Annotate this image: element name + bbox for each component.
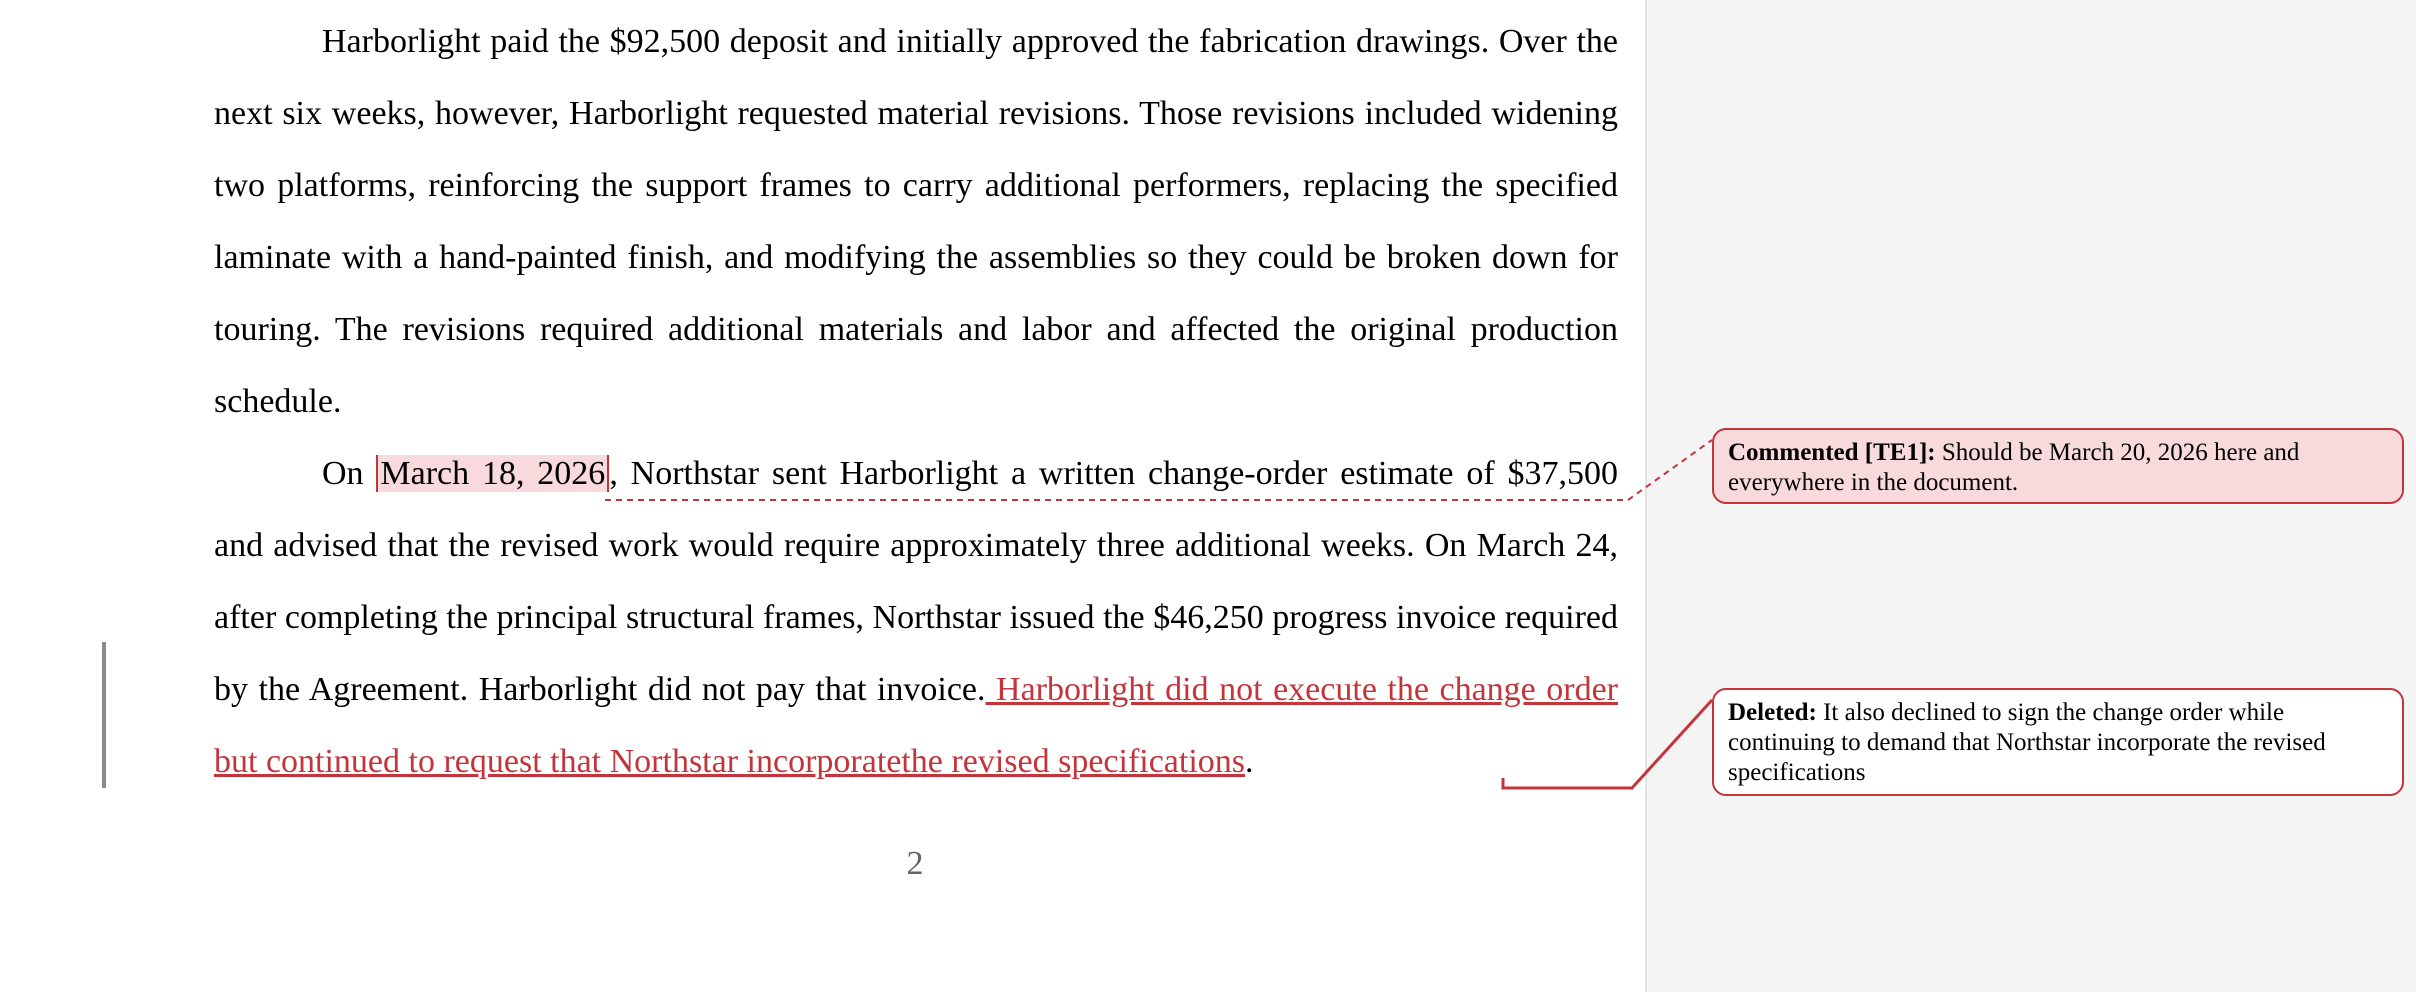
insertion-part-2: the change order but continued to request that Northstar <box>214 671 1618 780</box>
comment-text: Should be March 20, 2026 here and everywhere in the document. <box>1728 439 2300 496</box>
comment-anchor-text[interactable]: March 18, 2026 <box>376 455 609 492</box>
paragraph-2-body: , Northstar sent Harborlight a written change-order estimate of $37,500 and advised that the revised work would require approximately three additional weeks. On March 24, after completing the principal structural frames, Northstar issued the $46,250 progress invoice required by the Agreement. Harborlight did not pay that invoice. <box>214 455 1618 708</box>
paragraph-1[interactable]: Harborlight paid the $92,500 deposit and initially approved the fabrication drawings. Over the next six weeks, however, Harborlight requested material revisions. Those revisions included widening two platforms, reinforcing the support frames to carry additional performers, replacing the specified laminate with a hand-painted finish, and modifying the assemblies so they could be broken down for touring. The revisions required additional materials and labor and affected the original production schedule. <box>214 23 1618 420</box>
deleted-text: It also declined to sign the change order while continuing to demand that Northstar incorporate the revised specifications <box>1728 699 2326 786</box>
deleted-leader-line <box>1503 700 1712 788</box>
comment-leader-line <box>605 440 1712 500</box>
spelling-flag-incorporatethe[interactable]: incorporatethe <box>746 743 943 780</box>
deleted-balloon[interactable] <box>1712 688 2404 796</box>
comment-balloon[interactable] <box>1712 428 2404 504</box>
paragraph-2-lead: On <box>322 455 377 492</box>
page-number: 2 <box>906 845 924 882</box>
insertion-part-3: revised specifications <box>942 743 1246 780</box>
insertion-part-1: Harborlight did not <box>985 671 1274 708</box>
spelling-flag-execute[interactable]: execute <box>1273 671 1377 708</box>
deleted-label: Deleted: <box>1728 699 1817 726</box>
comment-label: Commented [TE1]: <box>1728 439 1936 466</box>
paragraph-2-end: . <box>1245 743 1254 780</box>
